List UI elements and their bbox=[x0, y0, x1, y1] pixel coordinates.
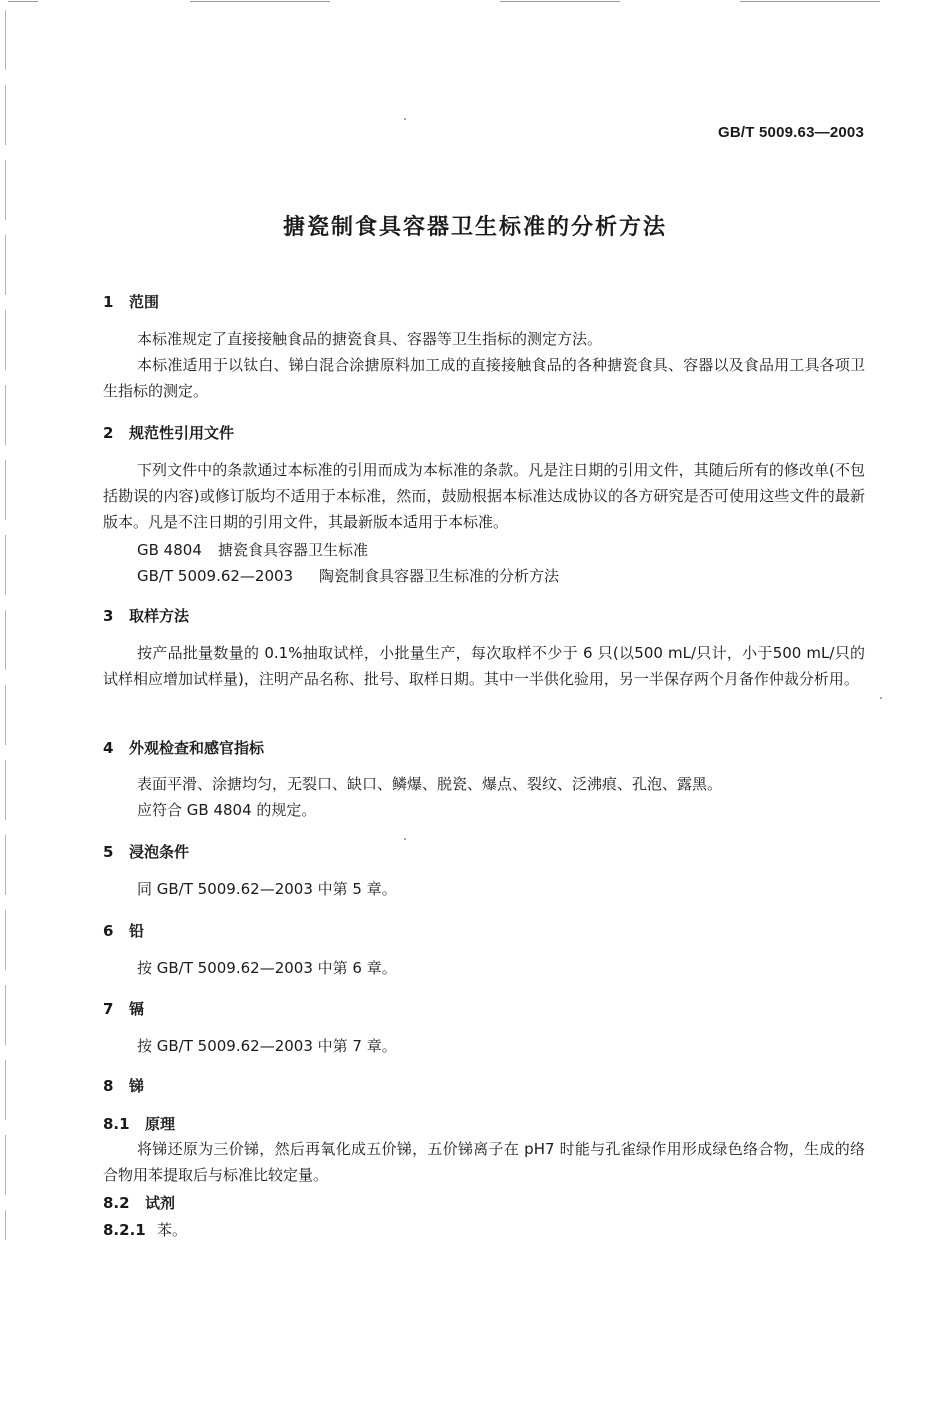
section-3-heading bbox=[103, 605, 189, 626]
clause-text: 苯。 bbox=[157, 1221, 188, 1239]
section-2-heading bbox=[103, 422, 234, 443]
reference-code: GB/T 5009.62—2003 bbox=[137, 567, 294, 585]
scan-edge-top bbox=[0, 0, 950, 6]
section-number: 7 bbox=[103, 1000, 114, 1018]
section-title: 锑 bbox=[129, 1077, 145, 1095]
reference-name: 搪瓷食具容器卫生标准 bbox=[218, 541, 369, 559]
section-title: 外观检查和感官指标 bbox=[129, 739, 265, 757]
section-number: 3 bbox=[103, 607, 114, 625]
scan-edge-left bbox=[5, 10, 6, 1240]
section-number: 2 bbox=[103, 424, 114, 442]
section-1-paragraph-2: 本标准适用于以钛白、锑白混合涂搪原料加工成的直接接触食品的各种搪瓷食具、容器以及食品用工具各项卫生指标的测定。 bbox=[103, 356, 865, 400]
section-number: 6 bbox=[103, 922, 114, 940]
section-5-heading bbox=[103, 841, 189, 862]
section-title: 规范性引用文件 bbox=[129, 424, 235, 442]
clause-title: 原理 bbox=[145, 1115, 176, 1133]
section-title: 镉 bbox=[129, 1000, 145, 1018]
reference-name: 陶瓷制食具容器卫生标准的分析方法 bbox=[319, 567, 560, 585]
reference-item bbox=[137, 537, 368, 563]
section-number: 8 bbox=[103, 1077, 114, 1095]
section-6-heading bbox=[103, 920, 144, 941]
document-title: 搪瓷制食具容器卫生标准的分析方法 bbox=[282, 215, 667, 240]
section-6-paragraph-1: 按 GB/T 5009.62—2003 中第 6 章。 bbox=[137, 959, 397, 977]
section-8-1-paragraph: 将锑还原为三价锑，然后再氧化成五价锑，五价锑离子在 pH7 时能与孔雀绿作用形成绿色络合物，生成的络合物用苯提取后与标准比较定量。 bbox=[103, 1140, 865, 1184]
section-7-heading bbox=[103, 998, 144, 1019]
section-title: 铅 bbox=[129, 922, 145, 940]
section-2-paragraph-1: 下列文件中的条款通过本标准的引用而成为本标准的条款。凡是注日期的引用文件，其随后所有的修改单(不包括勘误的内容)或修订版均不适用于本标准，然而，鼓励根据本标准达成协议的各方研究是否可使用这些文件的最新版本。凡是不注日期的引用文件，其最新版本适用于本标准。 bbox=[103, 461, 865, 531]
section-number: 4 bbox=[103, 739, 114, 757]
scan-speck bbox=[404, 118, 406, 120]
section-4-heading bbox=[103, 737, 264, 758]
reference-item bbox=[137, 563, 559, 589]
section-3-paragraph-1: 按产品批量数量的 0.1%抽取试样，小批量生产，每次取样不少于 6 只(以500 mL/只计，小于500 mL/只的试样相应增加试样量)，注明产品名称、批号、取样日期。其中一半供化验用，另一半保存两个月备作仲裁分析用。 bbox=[103, 644, 865, 688]
clause-number: 8.2.1 bbox=[103, 1221, 146, 1239]
section-7-paragraph-1: 按 GB/T 5009.62—2003 中第 7 章。 bbox=[137, 1037, 397, 1055]
section-4-paragraph-2: 应符合 GB 4804 的规定。 bbox=[137, 801, 317, 819]
section-8-2-heading bbox=[103, 1192, 175, 1213]
document-id: GB/T 5009.63—2003 bbox=[718, 124, 864, 141]
scan-speck bbox=[880, 697, 882, 699]
section-5-paragraph-1: 同 GB/T 5009.62—2003 中第 5 章。 bbox=[137, 880, 397, 898]
section-1-paragraph-1: 本标准规定了直接接触食品的搪瓷食具、容器等卫生指标的测定方法。 bbox=[137, 330, 603, 348]
section-number: 1 bbox=[103, 293, 114, 311]
clause-title: 试剂 bbox=[145, 1194, 176, 1212]
section-8-1-heading bbox=[103, 1113, 175, 1134]
scan-speck bbox=[404, 838, 406, 840]
reference-code: GB 4804 bbox=[137, 541, 202, 559]
section-8-heading bbox=[103, 1075, 144, 1096]
section-title: 取样方法 bbox=[129, 607, 190, 625]
section-title: 浸泡条件 bbox=[129, 843, 190, 861]
section-1-heading bbox=[103, 291, 159, 312]
clause-8-2-1 bbox=[103, 1219, 187, 1240]
clause-number: 8.1 bbox=[103, 1115, 130, 1133]
section-title: 范围 bbox=[129, 293, 160, 311]
section-number: 5 bbox=[103, 843, 114, 861]
clause-number: 8.2 bbox=[103, 1194, 130, 1212]
section-4-paragraph-1: 表面平滑、涂搪均匀，无裂口、缺口、鳞爆、脱瓷、爆点、裂纹、泛沸痕、孔泡、露黑。 bbox=[137, 775, 723, 793]
